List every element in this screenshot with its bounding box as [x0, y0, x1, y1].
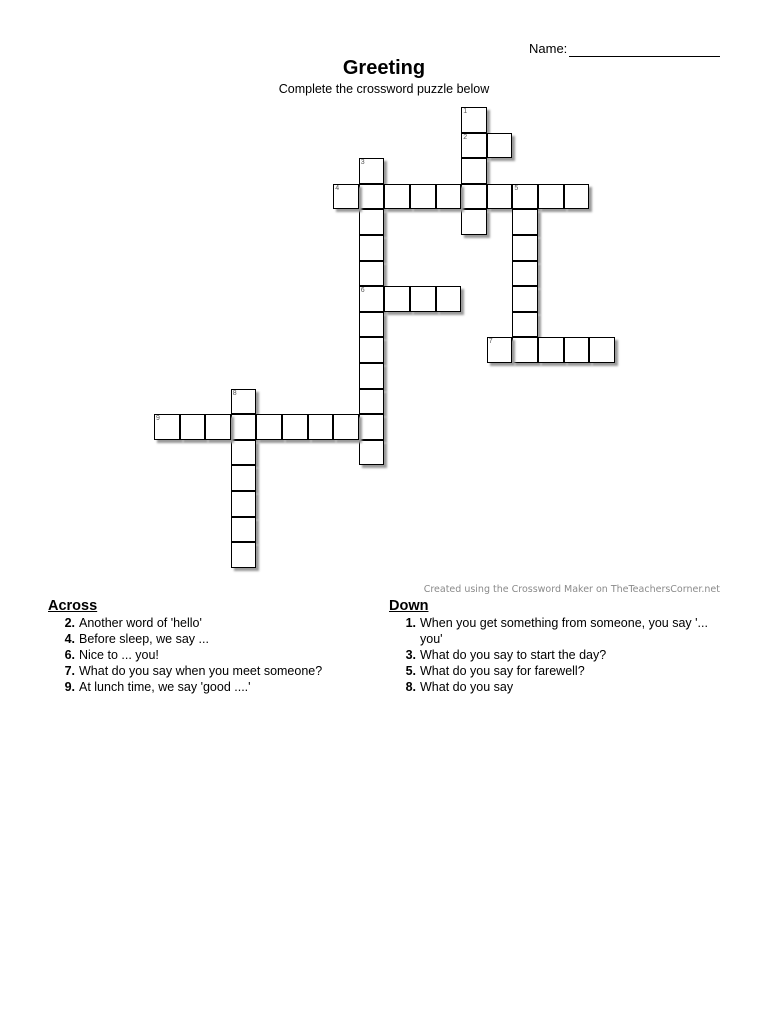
crossword-cell[interactable] [564, 184, 590, 210]
clue-text: At lunch time, we say 'good ....' [79, 680, 251, 694]
crossword-cell[interactable] [359, 261, 385, 287]
clue-text: Nice to ... you! [79, 648, 159, 662]
clue-number: 9. [64, 680, 75, 694]
crossword-cell[interactable] [256, 414, 282, 440]
crossword-cell[interactable] [564, 337, 590, 363]
cell-number: 8 [232, 389, 237, 397]
clue-text: When you get something from someone, you say '... you' [420, 616, 708, 646]
clue-number: 3. [405, 648, 416, 662]
clue-number: 4. [64, 632, 75, 646]
clue-across-9 [48, 679, 348, 695]
down-heading: Down [389, 598, 429, 614]
crossword-cell[interactable] [359, 158, 385, 184]
crossword-cell[interactable] [436, 286, 462, 312]
crossword-cell[interactable] [436, 184, 462, 210]
clue-text: Another word of 'hello' [79, 616, 202, 630]
cell-number: 4 [335, 184, 340, 192]
crossword-cell[interactable] [538, 184, 564, 210]
crossword-cell[interactable] [487, 133, 513, 159]
clue-down-3 [389, 647, 719, 663]
crossword-cell[interactable] [359, 440, 385, 466]
clue-text: What do you say to start the day? [420, 648, 607, 662]
clue-number: 5. [405, 664, 416, 678]
crossword-cell[interactable] [410, 286, 436, 312]
crossword-cell[interactable] [359, 235, 385, 261]
credit-text: Created using the Crossword Maker on TheTeachersCorner.net [423, 584, 720, 595]
crossword-cell[interactable] [512, 312, 538, 338]
clue-text: What do you say when you meet someone? [79, 664, 323, 678]
cell-number: 6 [360, 287, 365, 295]
crossword-cell[interactable] [487, 184, 513, 210]
crossword-cell[interactable] [231, 389, 257, 415]
name-label: Name: [529, 41, 568, 56]
crossword-cell[interactable] [512, 184, 538, 210]
clue-text: What do you say [420, 680, 514, 694]
crossword-cell[interactable] [359, 363, 385, 389]
crossword-cell[interactable] [512, 235, 538, 261]
clue-across-6 [48, 647, 348, 663]
crossword-cell[interactable] [205, 414, 231, 440]
clue-text: Before sleep, we say ... [79, 632, 209, 646]
crossword-cell[interactable] [461, 107, 487, 133]
crossword-cell[interactable] [384, 286, 410, 312]
crossword-cell[interactable] [359, 414, 385, 440]
crossword-cell[interactable] [154, 414, 180, 440]
crossword-cell[interactable] [359, 209, 385, 235]
crossword-cell[interactable] [231, 440, 257, 466]
cell-number: 9 [156, 415, 160, 423]
crossword-cell[interactable] [512, 209, 538, 235]
crossword-cell[interactable] [231, 542, 257, 568]
crossword-cell[interactable] [308, 414, 334, 440]
clue-across-7 [48, 663, 348, 679]
clue-number: 6. [64, 648, 75, 662]
crossword-cell[interactable] [180, 414, 206, 440]
clue-number: 1. [405, 616, 416, 630]
crossword-cell[interactable] [589, 337, 615, 363]
clue-number: 8. [405, 680, 416, 694]
crossword-cell[interactable] [333, 184, 359, 210]
across-clues [48, 597, 348, 695]
cell-number: 1 [463, 108, 468, 115]
crossword-cell[interactable] [461, 133, 487, 159]
crossword-cell[interactable] [359, 286, 385, 312]
crossword-cell[interactable] [231, 465, 257, 491]
crossword-cell[interactable] [384, 184, 410, 210]
clue-across-2 [48, 615, 348, 631]
clue-text: What do you say for farewell? [420, 664, 585, 678]
crossword-cell[interactable] [359, 337, 385, 363]
crossword-cell[interactable] [282, 414, 308, 440]
crossword-cell[interactable] [333, 414, 359, 440]
down-clues [389, 597, 719, 695]
crossword-cell[interactable] [231, 491, 257, 517]
crossword-cell[interactable] [359, 312, 385, 338]
cell-number: 2 [463, 133, 468, 141]
cell-number: 7 [488, 338, 493, 346]
crossword-cell[interactable] [512, 286, 538, 312]
crossword-cell[interactable] [231, 517, 257, 543]
clue-number: 2. [64, 616, 75, 630]
crossword-cell[interactable] [538, 337, 564, 363]
crossword-cell[interactable] [512, 337, 538, 363]
cell-number: 5 [514, 184, 519, 192]
crossword-cell[interactable] [359, 389, 385, 415]
crossword-cell[interactable] [410, 184, 436, 210]
crossword-cell[interactable] [461, 209, 487, 235]
clue-down-5 [389, 663, 719, 679]
crossword-cell[interactable] [359, 184, 385, 210]
crossword-cell[interactable] [487, 337, 513, 363]
clue-number: 7. [64, 664, 75, 678]
clue-down-1 [389, 615, 719, 647]
clue-down-8 [389, 679, 719, 695]
crossword-cell[interactable] [512, 261, 538, 287]
page-subtitle: Complete the crossword puzzle below [278, 82, 490, 96]
cell-number: 3 [360, 159, 365, 167]
clue-across-4 [48, 631, 348, 647]
crossword-cell[interactable] [231, 414, 257, 440]
page-title: Greeting [342, 57, 426, 79]
crossword-cell[interactable] [461, 158, 487, 184]
across-heading: Across [48, 598, 98, 614]
crossword-cell[interactable] [461, 184, 487, 210]
